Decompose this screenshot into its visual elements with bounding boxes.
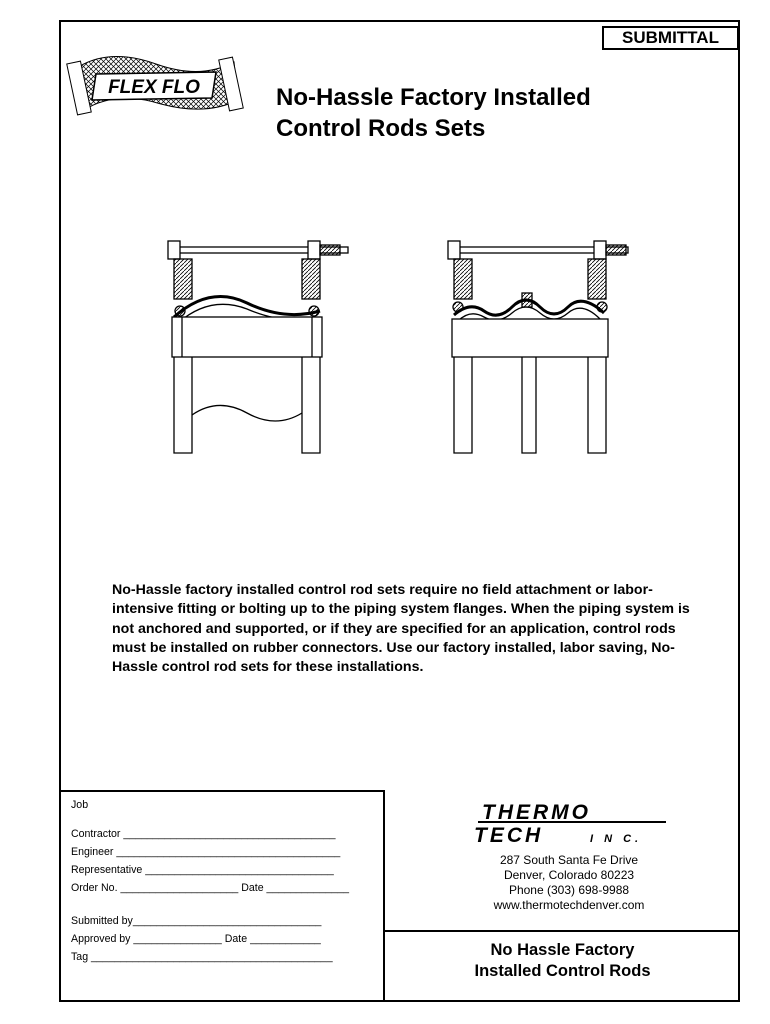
logo-line-1: THERMO — [482, 801, 591, 824]
flexflo-logo — [66, 44, 246, 130]
page-title — [276, 82, 591, 144]
tag-field[interactable]: Tag _________________________________________ — [71, 951, 333, 963]
footer-title-line-2: Installed Control Rods — [474, 962, 651, 980]
submittal-badge: SUBMITTAL — [602, 26, 739, 50]
submitted-by-field[interactable]: Submitted by________________________________ — [71, 915, 322, 927]
address-line-1: 287 South Santa Fe Drive — [499, 853, 639, 867]
footer-title — [385, 930, 740, 1002]
connector-drawing-multi-arch — [440, 235, 640, 455]
logo-text: FLEX FLO — [108, 77, 200, 98]
title-line-1: No-Hassle Factory Installed — [276, 84, 591, 111]
connector-drawing-single-arch — [160, 235, 360, 455]
thermotech-logo — [470, 800, 670, 846]
footer-title-line-1: No Hassle Factory — [490, 941, 635, 959]
submittal-form — [59, 790, 385, 1002]
address-line-2: Denver, Colorado 80223 — [503, 868, 635, 882]
engineer-field[interactable]: Engineer ______________________________________ — [71, 846, 341, 858]
logo-line-2: TECH — [474, 824, 544, 846]
website-link[interactable]: www.thermotechdenver.com — [493, 898, 645, 912]
representative-field[interactable]: Representative ________________________________ — [71, 864, 334, 876]
job-field[interactable]: Job — [71, 799, 89, 811]
order-date-field[interactable]: Order No. ____________________ Date ______________ — [71, 882, 350, 894]
approved-by-field[interactable]: Approved by _______________ Date ____________ — [71, 933, 321, 945]
description-paragraph: No-Hassle factory installed control rod sets require no field attachment or labor-intensive fitting or bolting up to the piping system flanges. When the piping system is not anchored and supported, or if they are specified for an application, control rods must be installed on rubber connectors. Use our factory installed, labor saving, No-Hassle control rod sets for these installations. — [112, 582, 690, 676]
logo-inc: I N C. — [590, 833, 643, 845]
phone-number: Phone (303) 698-9988 — [508, 883, 630, 897]
company-address — [440, 853, 698, 913]
contractor-field[interactable]: Contractor ____________________________________ — [71, 828, 336, 840]
title-line-2: Control Rods Sets — [276, 115, 486, 142]
